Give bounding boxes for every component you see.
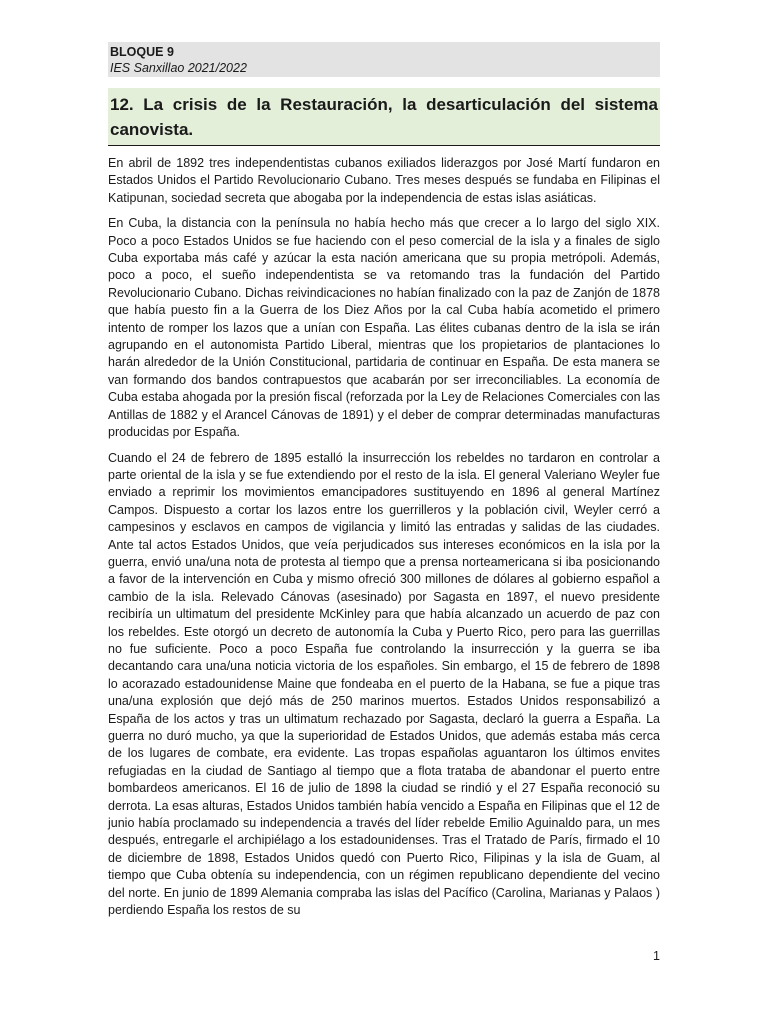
school-year-label: IES Sanxillao 2021/2022 — [110, 61, 247, 75]
paragraph: En Cuba, la distancia con la península no había hecho más que crecer a lo largo del siglo XIX. Poco a poco Estados Unidos se fue haciendo con el peso comercial de la isla y a finales de siglo Cuba exportaba más café y azúcar la esta nación americana que su propia metrópoli. Además, poco a poco, el sueño independentista se va retomando tras la fundación del Partido Revolucionario Cubano. Dichas reivindicaciones no habían finalizado con la paz de Zanjón de 1878 que había puesto fin a la Guerra de los Diez Años por la cal Cuba había acometido el primero intento de romper los lazos que a unían con España. Las élites cubanas dentro de la isla se irán agrupando en el autonomista Partido Liberal, mientras que los propietarios de plantaciones lo harán alrededor de la Unión Constitucional, partidaria de continuar en España. De esta manera se van formando dos bandos contrapuestos que acabarán por ser irreconciliables. La economía de Cuba estaba ahogada por la presión fiscal (reforzada por la Ley de Relaciones Comerciales con las Antillas de 1882 y el Arancel Cánovas de 1891) y el deber de comprar determinadas manufacturas producidas por España. — [108, 216, 660, 440]
block-label: BLOQUE 9 — [110, 45, 174, 59]
body-text — [108, 155, 660, 927]
document-header — [108, 42, 660, 77]
paragraph: Cuando el 24 de febrero de 1895 estalló la insurrección los rebeldes no tardaron en controlar a parte oriental de la isla y se fue extendiendo por el resto de la isla. El general Valeriano Weyler fue enviado a reprimir los movimientos emancipadores sustituyendo en 1896 al general Martínez Campos. Dispuesto a cortar los lazos entre los guerrilleros y la población civil, Weyler cerró a campesinos y esclavos en campos de vigilancia y limitó las entradas y salidas de las ciudades. Ante tal actos Estados Unidos, que veía perjudicados sus intereses económicos en la isla por la guerra, envió una/una nota de protesta al tiempo que a prensa norteamericana si iba posicionando a favor de la intervención en Cuba y mismo ofreció 300 millones de dólares al gobierno español a cambio de la isla. Relevado Cánovas (asesinado) por Sagasta en 1897, el nuevo presidente recibiría un ultimatum del presidente McKinley para que había alcanzado un acuerdo de paz con los rebeldes. Este otorgó un decreto de autonomía la Cuba y Puerto Rico, pero para las guerrillas no fue suficiente. Poco a poco España fue controlando la insurrección y la guerra se iba decantando cara una/una noticia victoria de los españoles. Sin embargo, el 15 de febrero de 1898 lo acorazado estadounidense Maine que fondeaba en el puerto de la Habana, se fue a pique tras una/una explosión que dejó más de 250 marinos muertos. Estados Unidos responsabilizó a España de los actos y tras un ultimatum rechazado por Sagasta, declaró la guerra a España. La guerra no duró mucho, ya que la superioridad de Estados Unidos, que además estaba más cerca de los lugares de combate, era evidente. Las tropas españolas aguantaron los últimos envites refugiadas en la ciudad de Santiago al tiempo que a flota trataba de abandonar el puerto entre bombardeos americanos. El 16 de julio de 1898 la ciudad se rindió y el 27 España reconoció su derrota. La esas alturas, Estados Unidos también había vencido a España en Filipinas que el 12 de junio había proclamado su independencia a través del líder rebelde Emilio Aguinaldo para, un mes después, entregarle el archipiélago a los estadounidenses. Tras el Tratado de París, firmado el 10 de diciembre de 1898, Estados Unidos quedó con Puerto Rico, Filipinas y la isla de Guam, al tiempo que Cuba obtenía su independencia, con un régimen republicano dependiente del vecino del norte. En junio de 1899 Alemania compraba las islas del Pacífico (Carolina, Marianas y Palaos ) perdiendo España los restos de su — [108, 450, 660, 918]
section-title: 12. La crisis de la Restauración, la desarticulación del sistema canovista. — [110, 95, 658, 139]
section-title-box — [108, 88, 660, 146]
page-number: 1 — [653, 949, 660, 963]
paragraph: En abril de 1892 tres independentistas cubanos exiliados liderazgos por José Martí fundaron en Estados Unidos el Partido Revolucionario Cubano. Tres meses después se fundaba en Filipinas el Katipunan, sociedad secreta que abogaba por la independencia de estas islas asiáticas. — [108, 156, 660, 205]
